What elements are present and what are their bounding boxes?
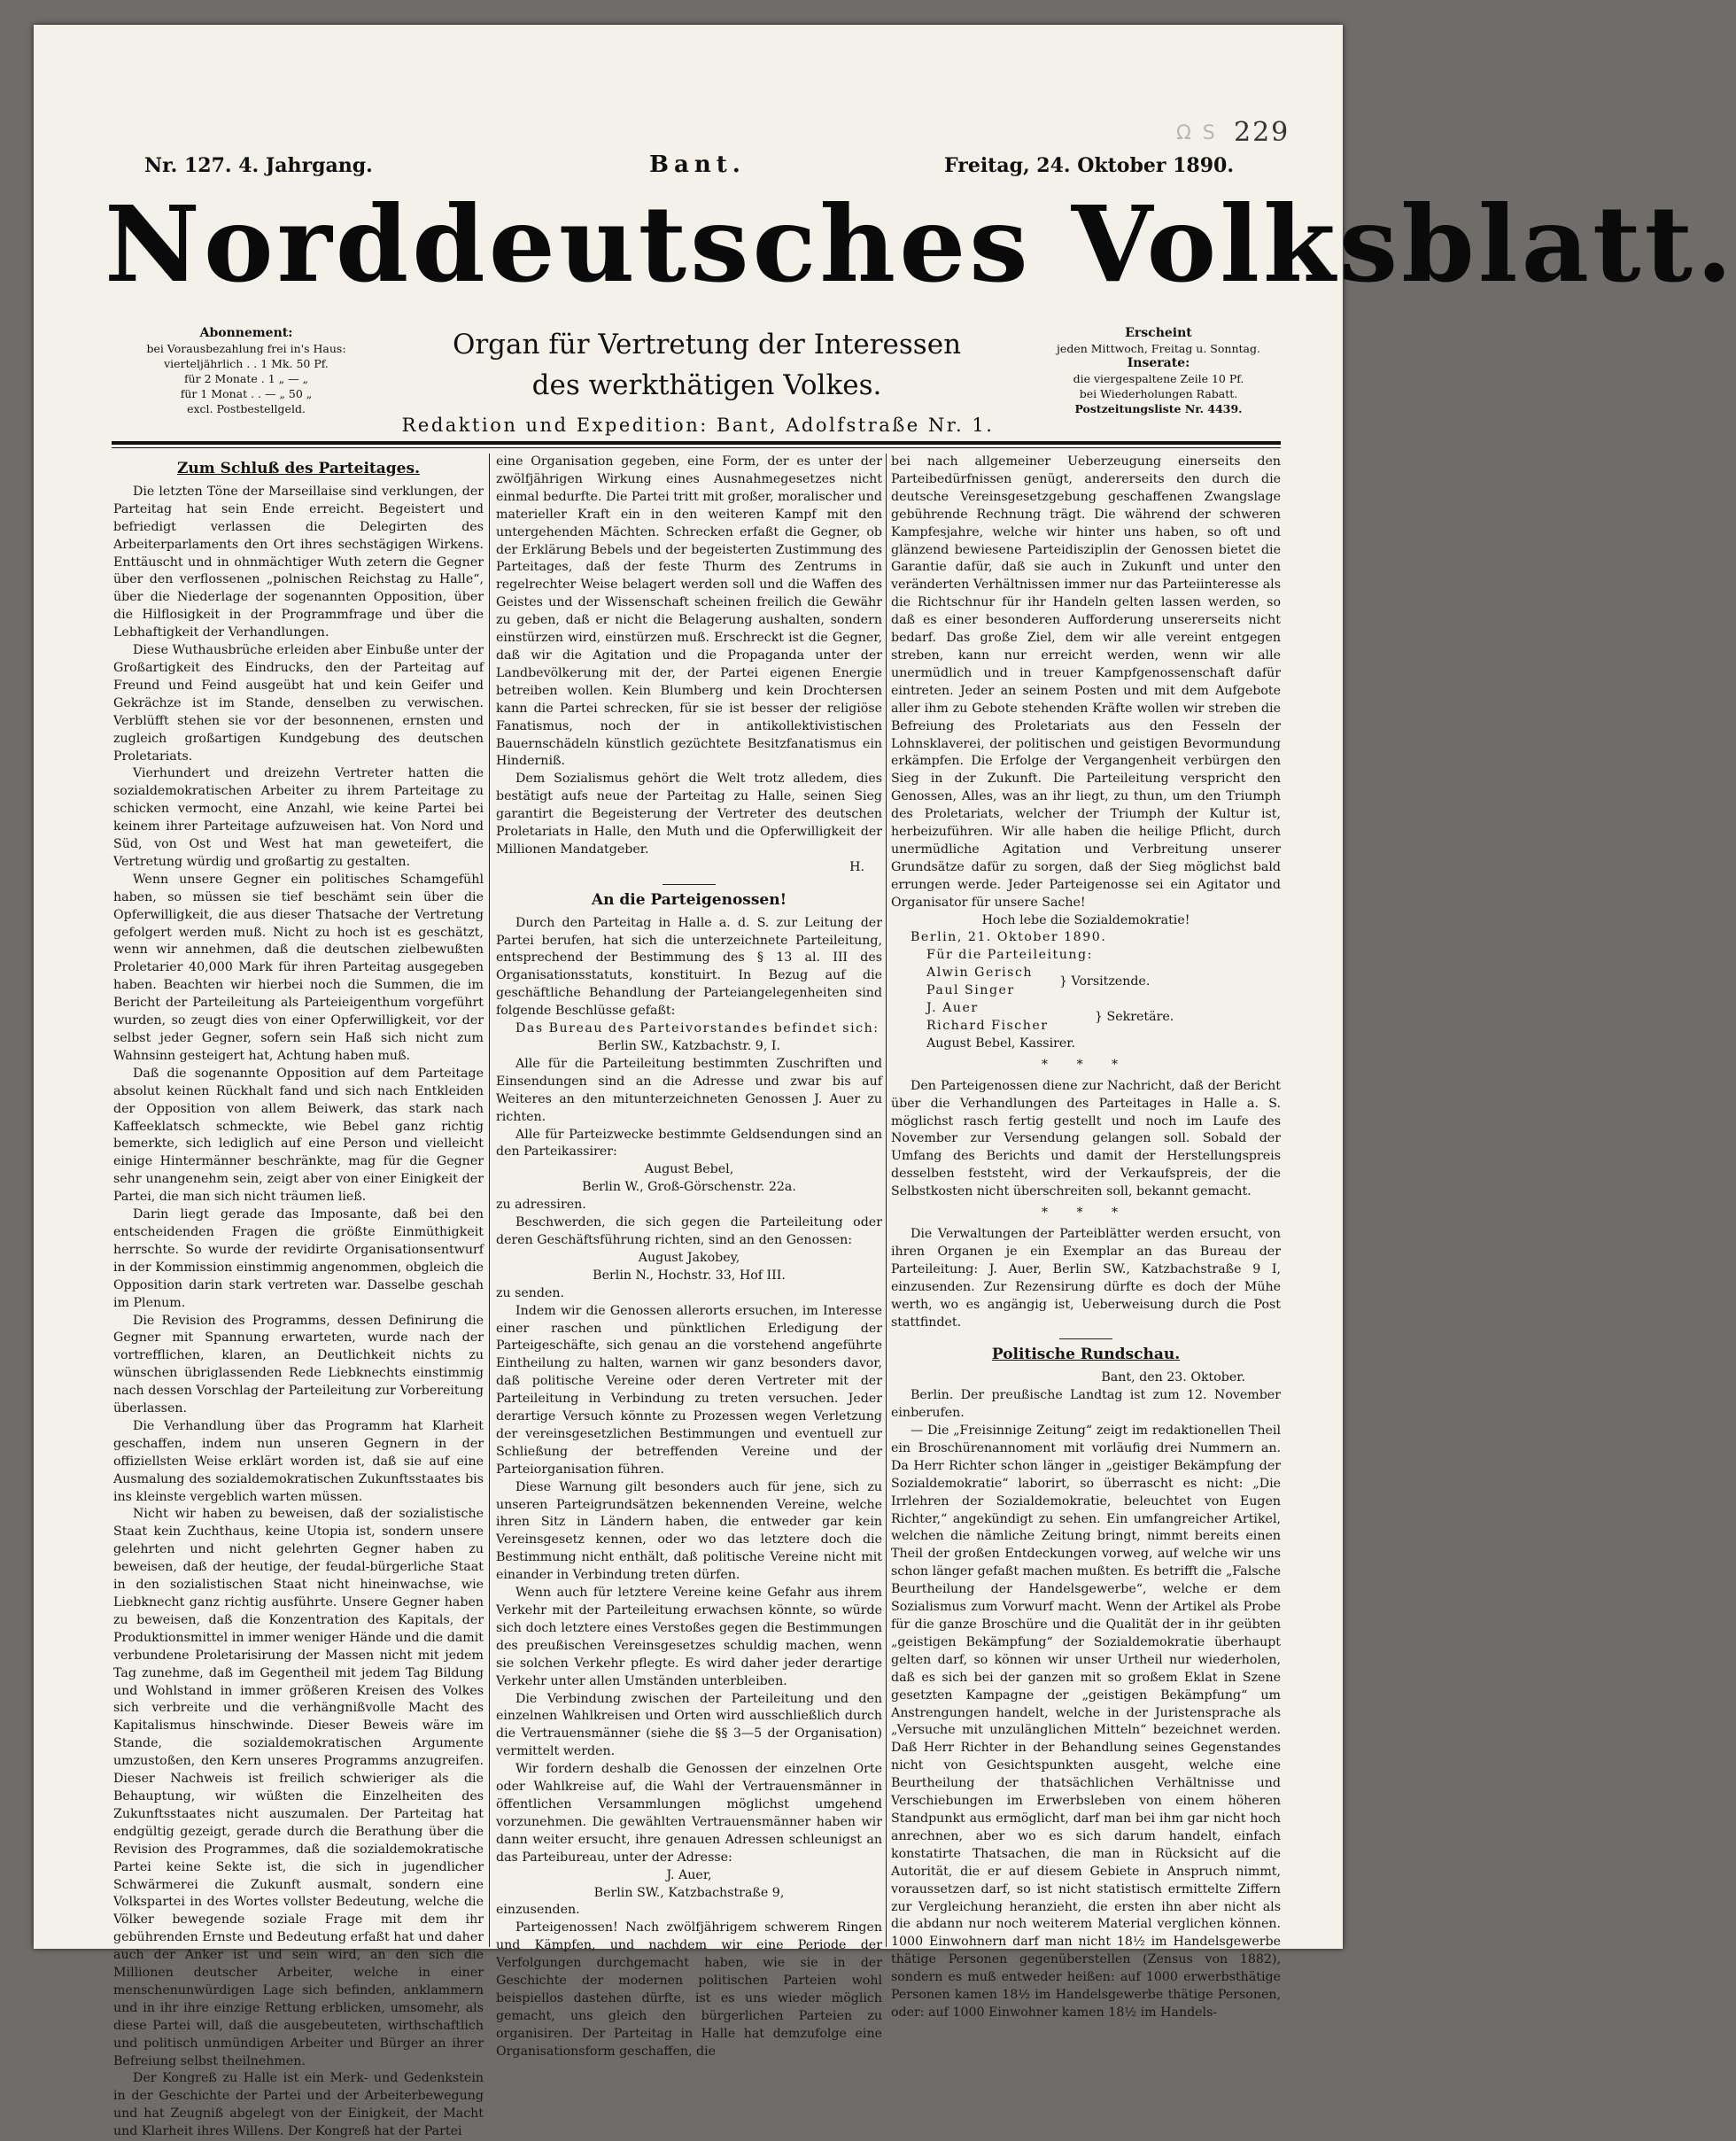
paragraph: Wenn unsere Gegner ein politisches Schamgefühl haben, so müssen sie tief beschämt sein über die Opferwilligkeit, die aus dieser Thatsache der Vertretung gefolgert werden muß. Nicht zu hoch ist es geschätzt, wenn wir annehmen, daß die deutschen zielbewußten Proletarier 40,000 Mark für ihren Parteitag ausgegeben haben. Beachten wir hierbei noch die Summen, die im Bericht der Parteileitung als Parteieigenthum vorgeführt wurden, so zeugt dies von einer Opferwilligkeit, vor der selbst jeder Gegner, sofern sein Haß sich nicht zum Wahnsinn gesteigert hat, Achtung haben muß. (113, 872, 484, 1063)
erscheint-box (1026, 326, 1291, 416)
abonnement-heading: Abonnement: (199, 326, 293, 340)
separator-stars: * * * (1041, 1206, 1131, 1221)
paragraph: Der Kongreß zu Halle ist ein Merk- und Gedenkstein in der Geschichte der Partei und der Arbeiterbewegung und hat Zeugniß abgelegt von der Einigkeit, der Macht und Klarheit ihres Willens. Der Kongreß hat der Partei (113, 2071, 484, 2139)
subtitle-line: des werkthätigen Volkes. (531, 369, 882, 401)
paragraph: Die Verwaltungen der Parteiblätter werden ersucht, von ihren Organen je ein Exemplar an das Bureau der Parteileitung: J. Auer, Berlin SW., Katzbachstraße 9 I, einzusenden. Zur Rezensirung dürfte es doch der Mühe werth, wo es angängig ist, Ueberweisung durch die Post stattfindet. (891, 1226, 1281, 1330)
paragraph: Die Verbindung zwischen der Parteileitung und den einzelnen Wahlkreisen und Orten wird ausschließlich durch die Vertrauensmänner (siehe die §§ 3—5 der Organisation) vermittelt werden. (496, 1691, 882, 1759)
slogan: Hoch lebe die Sozialdemokratie! (981, 912, 1190, 927)
role-label: Sekretäre. (1106, 1010, 1174, 1025)
issue-row (144, 151, 1234, 184)
separator-stars: * * * (1041, 1057, 1131, 1072)
paragraph: Parteigenossen! Nach zwölfjährigem schwerem Ringen und Kämpfen, und nachdem wir eine Periode der Verfolgungen durchgemacht haben, wie sie in der Geschichte der modernen politischen Parteien wohl beispiellos dastehen dürfte, ist es uns wieder möglich gemacht, uns gleich den bürgerlichen Parteien zu organisiren. Der Parteitag in Halle hat demzufolge eine Organisationsform geschaffen, die (496, 1920, 882, 2059)
erscheint-line: jeden Mittwoch, Freitag u. Sonntag. (1057, 342, 1260, 355)
column-divider (489, 454, 490, 1947)
signature-name: Richard Fischer (926, 1019, 1049, 1033)
abonnement-line: für 1 Monat . . — „ 50 „ (180, 387, 313, 400)
paragraph: Diese Warnung gilt besonders auch für jene, sich zu unseren Parteigrundsätzen bekennenden Vereine, welche ihren Sitz in Ländern haben, die entweder gar kein Vereinsgesetz kennen, oder wo das letztere doch die Bestimmung nicht enthält, daß politische Vereine nicht mit einander in Verbindung treten dürfen. (496, 1479, 882, 1583)
signature-role: } Sekretäre. (1095, 1010, 1174, 1025)
issue-number: Nr. 127. 4. Jahrgang. (144, 154, 373, 177)
address: Berlin W., Groß-Görschenstr. 22a. (582, 1180, 796, 1195)
page-number: 229 (1234, 117, 1290, 148)
paragraph: bei nach allgemeiner Ueberzeugung einerseits den Parteibedürfnissen genügt, andererseits den durch die deutsche Vereinsgesetzgebung geschaffenen Zwangslage gebührende Rechnung trägt. Die während der schweren Kampfesjahre, welche wir hinter uns haben, so oft und glänzend bewiesene Parteidisziplin der Genossen bietet die Garantie dafür, daß sie auch in Zukunft und unter den veränderten Verhältnissen immer nur das Parteiinteresse als die Richtschnur für ihr Handeln gelten lassen werden, so daß es einer besonderen Aufforderung unsererseits nicht bedarf. Das große Ziel, dem wir alle vereint entgegen streben, kann nur erreicht werden, wenn wir alle unermüdlich und in treuer Kampfgenossenschaft dafür eintreten. Jeder an seinem Posten und mit dem Aufgebote aller ihm zu Gebote stehenden Kräfte wollen wir streben die Befreiung des Proletariats aus den Fesseln der Lohnsklaverei, der politischen und geistigen Bevormundung erkämpfen. Die Erfolge der Vergangenheit verbürgen den Sieg in der Zukunft. Die Parteileitung verspricht den Genossen, Alles, was an ihr liegt, zu thun, um den Triumph des Proletariats, welcher der Triumph der Kultur ist, herbeizuführen. Wir alle haben die heilige Pflicht, durch unermüdliche Agitation und Verbreitung unserer Grundsätze dafür zu sorgen, daß der Sieg möglichst bald errungen werde. Jeder Parteigenosse sei ein Agitator und Organisator für unsere Sache! (891, 454, 1281, 910)
erscheint-line: die viergespaltene Zeile 10 Pf. (1073, 372, 1244, 385)
name: August Bebel, (644, 1162, 734, 1177)
article-heading: Politische Rundschau. (991, 1346, 1181, 1364)
paragraph: Nicht wir haben zu beweisen, daß der sozialistische Staat kein Zuchthaus, keine Utopia ist, sondern unsere gelehrten und nicht gelehrten Gegner haben zu beweisen, daß der heutige, der feudal-bürgerliche Staat in den sozialistischen Staat nicht hineinwachse, wie Liebknecht ganz richtig ausführte. Unsere Gegner haben zu beweisen, daß die Konzentration des Kapitals, der Produktionsmittel in immer weniger Hände und die damit verbundene Proletarisirung der Massen nicht mit jedem Tag zunehme, daß im Gegentheil mit jedem Tag Bildung und Wohlstand in immer größeren Kreisen des Volkes sich verbreite und die verhängnißvolle Macht des Kapitalismus hinschwinde. Dieser Beweis wäre im Stande, die sozialdemokratischen Argumente umzustoßen, den Kern unseres Programms anzugreifen. Dieser Nachweis ist freilich schwieriger als die Behauptung, wir wüßten die Einzelheiten des Zukunftsstaates nicht auszumalen. Der Parteitag hat endgültig gezeigt, gerade durch die Berathung über die Revision des Programmes, daß die sozialdemokratische Partei keine Sekte ist, die sich in jugendlicher Schwärmerei die Zukunft ausmalt, sondern eine Volkspartei in des Wortes vollster Bedeutung, welche die Völker bewegende soziale Frage mit dem ihr gebührenden Ernste und Bedeutung erfaßt hat und daher auch der Anker ist und sein wird, an den sich die Millionen deutscher Arbeiter, welche in einer menschenunwürdigen Lage sich befinden, anklammern und in ihr ihre einzige Rettung erblicken, umsomehr, als diese Partei will, daß die ausgebeuteten, wirthschaftlich und politisch unmündigen Arbeiter und Bürger an ihrer Befreiung selbst theilnehmen. (113, 1507, 484, 2068)
paragraph: einzusenden. (496, 1903, 580, 1918)
abonnement-box (105, 326, 388, 416)
masthead-rule (112, 441, 1281, 445)
signature-group-1 (891, 965, 1281, 1000)
address: Berlin SW., Katzbachstraße 9, (593, 1885, 785, 1900)
paragraph: Vierhundert und dreizehn Vertreter hatten die sozialdemokratischen Arbeiter zu ihrem Parteitage zu schicken vermocht, eine Anzahl, wie keine Partei bei keinem ihrer Parteitage aufzuweisen hat. Von Nord und Süd, von Ost und West hat man geweteifert, die Vertretung würdig und großartig zu gestalten. (113, 766, 484, 869)
paragraph: Berlin. Der preußische Landtag ist zum 12. November einberufen. (891, 1388, 1281, 1421)
paragraph: Die Revision des Programms, dessen Definirung die Gegner mit Spannung erwarteten, wurde nach der vortrefflichen, klaren, an Deutlichkeit nichts zu wünschen übriglassenden Rede Liebknechts einstimmig nach dessen Vorschlag der Parteileitung zur Vorbereitung überlassen. (113, 1313, 484, 1416)
archive-stamp: Ω S (1176, 122, 1218, 144)
signature-name: Paul Singer (926, 983, 1015, 998)
paragraph: Darin liegt gerade das Imposante, daß bei den entscheidenden Fragen die größte Einmüthigkeit herrschte. So wurde der revidirte Organisationsentwurf in der Kommission einstimmig angenommen, obgleich die Opposition darin stark vertreten war. Dasselbe geschah im Plenum. (113, 1207, 484, 1310)
paragraph: Die letzten Töne der Marseillaise sind verklungen, der Parteitag hat sein Ende erreicht. Begeistert und befriedigt verlassen die Delegirten des Arbeiterparlaments den Ort ihres sechstägigen Wirkens. Enttäuscht und in ohnmächtiger Wuth zetern die Gegner über den verflossenen „polnischen Reichstag zu Halle“, über die Niederlage der sogenannten Opposition, über die Hilflosigkeit in der Programmfrage und über die Lebhaftigkeit der Verhandlungen. (113, 484, 484, 640)
signature-role: } Vorsitzende. (1059, 974, 1151, 989)
paragraph: Das Bureau des Parteivorstandes befindet sich: (515, 1021, 880, 1036)
section-rule (1059, 1338, 1112, 1339)
address: Berlin N., Hochstr. 33, Hof III. (593, 1268, 786, 1283)
erscheint-line: bei Wiederholungen Rabatt. (1079, 387, 1238, 400)
dateline: Bant, den 23. Oktober. (1101, 1370, 1245, 1385)
subtitle-line: Organ für Vertretung der Interessen (452, 329, 962, 361)
paragraph: Daß die sogenannte Opposition auf dem Parteitage absolut keinen Rückhalt fand und sich nach Entkleiden der Opposition von allem Beiwerk, das stark nach Kaffeeklatsch schmeckte, wie Bebel ganz richtig bemerkte, sich lediglich auf eine Person und vielleicht einige Hintermänner beschränkte, mag für die Gegner sehr unangenehm sein, zeigt aber von einer Einigkeit der Partei, die man sich nicht träumen ließ. (113, 1066, 484, 1205)
paragraph: Den Parteigenossen diene zur Nachricht, daß der Bericht über die Verhandlungen des Parteitages in Halle a. S. möglichst rasch fertig gestellt und noch im Laufe des November zur Versendung gelangen soll. Sobald der Umfang des Berichts und damit der Herstellungspreis desselben feststeht, wird der Verkaufspreis, der die Selbstkosten nicht überschreiten soll, bekannt gemacht. (891, 1078, 1281, 1199)
role-label: Vorsitzende. (1071, 974, 1151, 989)
abonnement-line: excl. Postbestellgeld. (187, 402, 306, 415)
issue-date: Freitag, 24. Oktober 1890. (944, 154, 1234, 177)
signature-intro: Für die Parteileitung: (926, 948, 1093, 963)
paragraph: zu senden. (496, 1285, 565, 1300)
paragraph: Wir fordern deshalb die Genossen der einzelnen Orte oder Wahlkreise auf, die Wahl der Vertrauensmänner in öffentlichen Versammlungen möglichst umgehend vorzunehmen. Die gewählten Vertrauensmänner haben wir dann weiter ersucht, ihre genauen Adressen schleunigst an das Parteibureau, unter der Adresse: (496, 1762, 882, 1865)
erscheint-heading: Erscheint (1125, 326, 1192, 340)
signature-name: August Bebel, Kassirer. (926, 1036, 1076, 1051)
paragraph: Durch den Parteitag in Halle a. d. S. zur Leitung der Partei berufen, hat sich die unterzeichnete Parteileitung, entsprechend der Bestimmung des § 13 al. III des Organisationsstatuts, konstituirt. In Bezug auf die geschäftliche Behandlung der Parteiangelegenheiten sind folgende Beschlüsse gefaßt: (496, 915, 882, 1019)
signature-group-2 (891, 1000, 1281, 1036)
section-rule (663, 884, 716, 885)
inserate-heading: Inserate: (1127, 356, 1190, 370)
abonnement-line: vierteljährlich . . 1 Mk. 50 Pf. (164, 357, 329, 370)
article-heading: An die Parteigenossen! (591, 890, 787, 909)
column-2 (496, 454, 882, 2059)
column-divider (886, 454, 887, 1947)
newspaper-page (34, 25, 1736, 2139)
paragraph: Indem wir die Genossen allerorts ersuchen, im Interesse einer raschen und pünktlichen Erledigung der Parteigeschäfte, sich genau an die vorstehend angeführte Eintheilung zu halten, warnen wir ganz besonders davor, daß politische Vereine oder deren Vertreter mit der Parteileitung in Verbindung zu treten versuchen. Jeder derartige Versuch könnte zu Prozessen wegen Verletzung der vereinsgesetzlichen Bestimmungen und eventuell zur Schließung der betreffenden Vereine und der Parteiorganisation führen. (496, 1303, 882, 1477)
signature: H. (849, 859, 864, 874)
newspaper-subtitle (406, 324, 1008, 406)
address: Berlin SW., Katzbachstr. 9, I. (598, 1039, 780, 1053)
paragraph: eine Organisation gegeben, eine Form, der es unter der zwölfjährigen Wirkung eines Ausnahmegesetzes nicht einmal bedurfte. Die Partei tritt mit großer, moralischer und materieller Kraft ein in den weiteren Kampf mit den untergehenden Mächten. Schrecken erfaßt die Gegner, ob der Erklärung Bebels und der begeisterten Zustimmung des Parteitages, daß der feste Thurm des Zentrums in regelrechter Weise belagert werden soll und die Waffen des Geistes und der Wissenschaft scheinen freilich die Gewähr zu geben, daß er nicht die Belagerung aushalten, sondern einstürzen wird, einstürzen muß. Erschreckt ist die Gegner, daß wir die Agitation und die Propaganda unter der Landbevölkerung mit der, der Partei eigenen Energie betreiben wollen. Kein Blumberg und kein Drochtersen kann die Partei schrecken, für sie ist besser der religiöse Fanatismus, noch der in antikollektivistischen Bauernschädeln künstlich gezüchtete Besitzfanatismus ein Hinderniß. (496, 454, 882, 769)
dateline: Berlin, 21. Oktober 1890. (911, 930, 1107, 945)
place-of-publication: Bant. (649, 151, 746, 178)
name: J. Auer, (666, 1867, 712, 1882)
paragraph: zu adressiren. (496, 1198, 586, 1213)
name: August Jakobey, (638, 1250, 740, 1265)
paragraph: Beschwerden, die sich gegen die Parteileitung oder deren Geschäftsführung richten, sind an den Genossen: (496, 1215, 882, 1247)
paragraph: Wenn auch für letztere Vereine keine Gefahr aus ihrem Verkehr mit der Parteileitung erwachsen könnte, so würde sich doch letztere eines Verstoßes gegen die Bestimmungen des preußischen Vereinsgesetzes schuldig machen, wenn sie solchen Verkehr pflegte. Es wird daher jeder derartige Verkehr unter allen Umständen unterbleiben. (496, 1586, 882, 1688)
paragraph: — Die „Freisinnige Zeitung“ zeigt im redaktionellen Theil ein Broschürenannoment mit vorläufig drei Nummern an. Da Herr Richter schon länger in „geistiger Bekämpfung der Sozialdemokratie“ laborirt, so überrascht es nicht: „Die Irrlehren der Sozialdemokratie, beleuchtet von Eugen Richter,“ angekündigt zu sehen. Ein umfangreicher Artikel, welchen die nämliche Zeitung bringt, nimmt bereits einen Theil der großen Entdeckungen vorweg, auf welche wir uns schon länger gefaßt machen mußten. Es betrifft die „Falsche Beurtheilung der Handelsgewerbe“, welche er dem Sozialismus zum Vorwurf macht. Wenn der Artikel als Probe für die ganze Broschüre und die Qualität der in ihr geübten „geistigen Bekämpfung“ der Sozialdemokratie überhaupt gelten darf, so können wir unser Urtheil nur wiederholen, daß es sich bei der ganzen mit so großem Eklat in Szene gesetzten Kampagne der „geistigen Bekämpfung“ um Anstrengungen handelt, welche in der Juristensprache als „Versuche mit unzulänglichen Mitteln“ bezeichnet werden. Daß Herr Richter in der Behandlung seines Gegenstandes nicht von Gesichtspunkten ausgeht, welche eine Beurtheilung der thatsächlichen Verhältnisse und Verschiebungen im Erwerbsleben von einem höheren Standpunkt aus ermöglicht, darf man bei ihm gar nicht hoch anrechnen, aber wo es sich darum handelt, einfach konstatirte Thatsachen, die man in Rücksicht auf die Autorität, die er auf diesem Gebiete in Anspruch nimmt, voraussetzen darf, so ist nicht statistisch ermittelte Ziffern zur Vergleichung heranzieht, die ersten ihn aber nicht als die abdann nur noch weiterem Material verglichen können. 1000 Einwohnern darf man nicht 18½ im Handelsgewerbe thätige Personen gegenüberstellen (Zensus von 1882), sondern es muß entweder heißen: auf 1000 erwerbsthätige Personen kamen 18½ im Handelsgewerbe thätige Personen, oder: auf 1000 Einwohner kamen 18½ im Handels- (891, 1423, 1281, 2020)
newspaper-title: Norddeutsches Volksblatt. (105, 182, 1736, 306)
paragraph: Alle für Parteizwecke bestimmte Geldsendungen sind an den Parteikassirer: (496, 1127, 882, 1160)
redaktion-line: Redaktion und Expedition: Bant, Adolfstraße Nr. 1. (401, 415, 995, 436)
paragraph: Dem Sozialismus gehört die Welt trotz alledem, dies bestätigt aufs neue der Parteitag zu Halle, seinen Sieg garantirt die Begeisterung der Vertreter des deutschen Proletariats in Halle, den Muth und die Opferwilligkeit der Millionen Mandatgeber. (496, 772, 882, 857)
article-heading: Zum Schluß des Parteitages. (177, 460, 420, 477)
signature-name: Alwin Gerisch (926, 966, 1034, 981)
abonnement-line: für 2 Monate . 1 „ — „ (183, 372, 309, 385)
paragraph: Diese Wuthausbrüche erleiden aber Einbuße unter der Großartigkeit des Eindrucks, den der Parteitag auf Freund und Feind ausgeübt hat und kein Geifer und Gekrächze ist im Stande, denselben zu verwischen. Verblüfft stehen sie vor der besonnenen, ernsten und zugleich großartigen Kundgebung des deutschen Proletariats. (113, 643, 484, 764)
column-3 (891, 454, 1281, 2020)
paragraph: Die Verhandlung über das Programm hat Klarheit geschaffen, indem nun unseren Gegnern in der offiziellsten Weise erklärt worden ist, daß sie auf eine Ausmalung des sozialdemokratischen Zukunftsstaates bis ins kleinste vergeblich warten müssen. (113, 1418, 484, 1504)
paragraph: Alle für die Parteileitung bestimmten Zuschriften und Einsendungen sind an die Adresse und zwar bis auf Weiteres an den mitunterzeichneten Genossen J. Auer zu richten. (496, 1056, 882, 1124)
abonnement-line: bei Vorausbezahlung frei in's Haus: (146, 342, 346, 355)
column-1 (113, 454, 484, 2139)
erscheint-line: Postzeitungsliste Nr. 4439. (1074, 402, 1243, 415)
masthead-rule-thin (112, 447, 1281, 448)
signature-name: J. Auer (926, 1001, 979, 1016)
